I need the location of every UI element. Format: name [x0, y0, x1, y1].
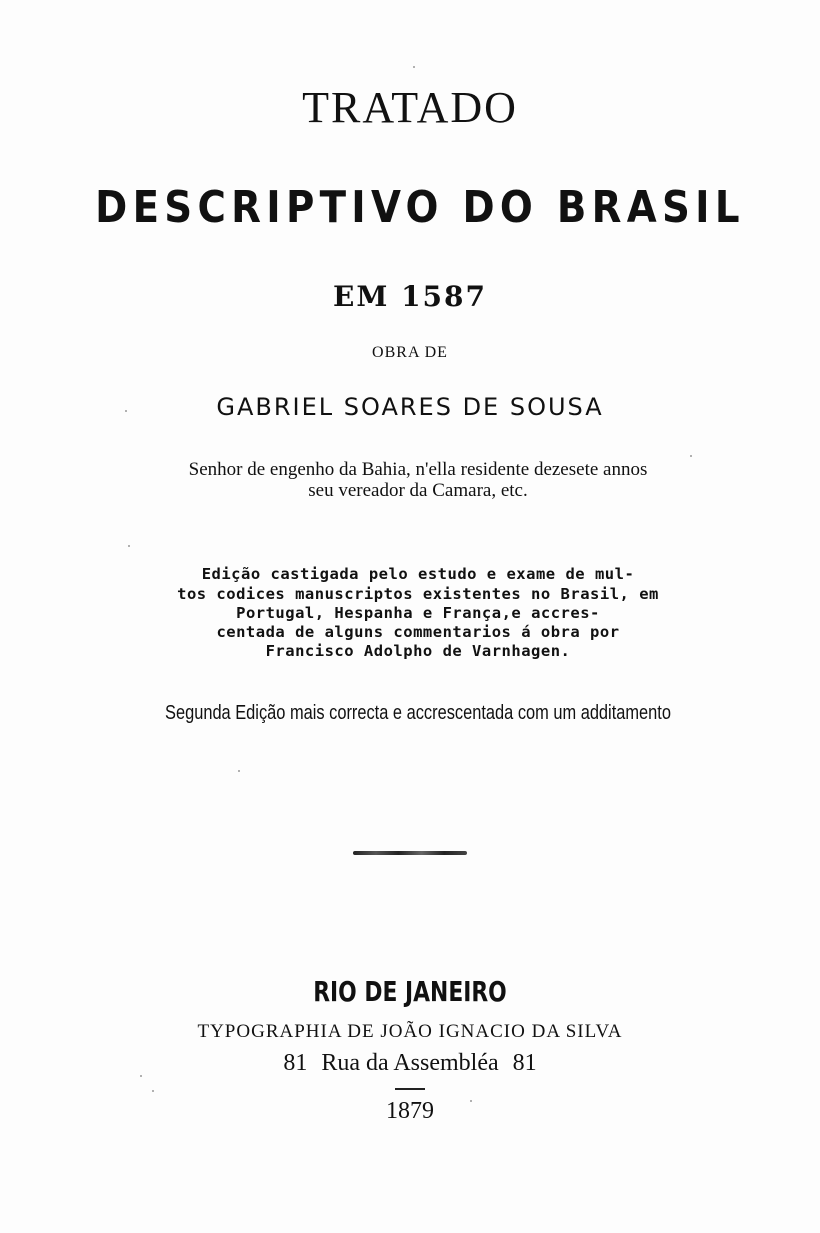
- edition-note-line-2: tos codices manuscriptos existentes no Brasil, em: [177, 585, 659, 603]
- paper-speck: [238, 770, 240, 772]
- address-number-right: 81: [512, 1050, 537, 1076]
- byline-label: OBRA DE: [372, 344, 448, 361]
- edition-note-line-4: centada de alguns commentarios á obra por: [216, 623, 620, 641]
- imprint-year: 1879: [386, 1098, 434, 1124]
- title-line-3: EM 1587: [332, 280, 487, 313]
- imprint-address: [0, 1050, 820, 1077]
- title-line-1: TRATADO: [302, 83, 518, 132]
- paper-speck: [152, 1090, 154, 1092]
- paper-speck: [125, 410, 127, 412]
- author-description-line-2: seu vereador da Camara, etc.: [308, 480, 528, 501]
- imprint-city: RIO DE JANEIRO: [313, 975, 507, 1008]
- paper-speck: [128, 545, 130, 547]
- ornamental-divider: [353, 851, 467, 855]
- author-description-line-1: Senhor de engenho da Bahia, n'ella residente dezesete annos: [188, 459, 648, 480]
- edition-note-line-1: Edição castigada pelo estudo e exame de mul-: [201, 565, 635, 583]
- author-name: GABRIEL SOARES DE SOUSA: [216, 393, 604, 421]
- paper-speck: [413, 66, 415, 68]
- paper-speck: [140, 1075, 142, 1077]
- paper-speck: [470, 1100, 472, 1102]
- edition-note-line-3: Portugal, Hespanha e França,e accres-: [236, 604, 600, 622]
- address-street: Rua da Assembléa: [321, 1050, 499, 1076]
- imprint-rule: [395, 1088, 425, 1090]
- paper-speck: [690, 455, 692, 457]
- address-number-left: 81: [283, 1050, 308, 1076]
- edition-note-line-5: Francisco Adolpho de Varnhagen.: [265, 642, 571, 660]
- second-edition-note: Segunda Edição mais correcta e accrescentada com um additamento: [165, 702, 671, 724]
- imprint-press: TYPOGRAPHIA DE JOÃO IGNACIO DA SILVA: [197, 1021, 623, 1042]
- title-line-2: DESCRIPTIVO DO BRASIL: [95, 182, 745, 233]
